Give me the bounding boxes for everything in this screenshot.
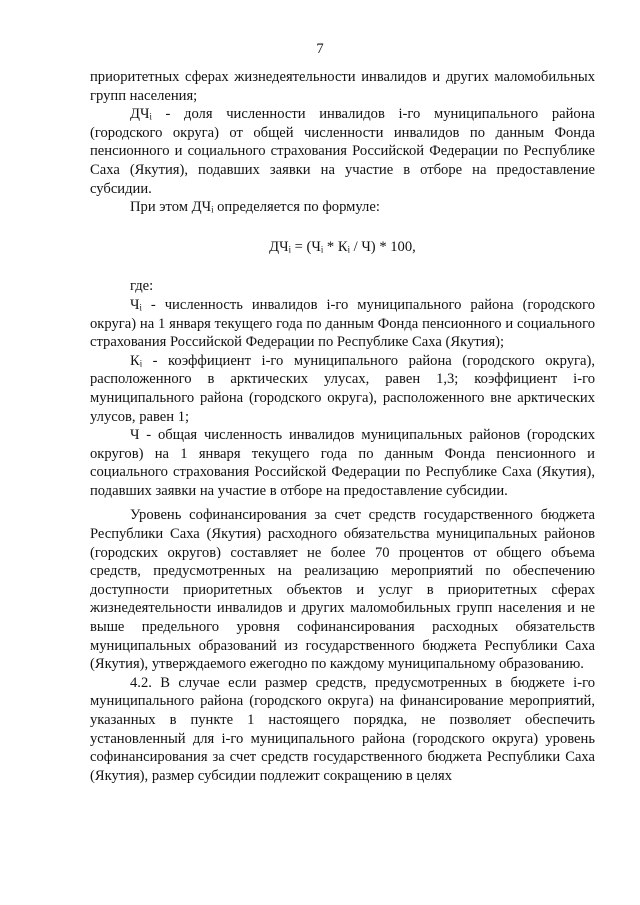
paragraph-where: где: — [130, 278, 154, 295]
paragraph-ch-definition: Ч - общая численность инвалидов муниципальных районов (городских округов) на 1 января текущего года по данным Фонда пенсионного и социального страхования Российской Федерации по Республике Саха (Якутия), подавших заявки на участие в отборе на предоставление субсидии. — [90, 427, 595, 499]
paragraph-k-i-definition: Кᵢ - коэффициент i-го муниципального района (городского округа), расположенного в арктических улусах, равен 1,3; коэффициент i-го муниципального района (городского округа), расположенного вне арктических улусов, равен 1; — [90, 352, 595, 425]
paragraph-ch-i-definition: Чᵢ - численность инвалидов i-го муниципального района (городского округа) на 1 января текущего года по данным Фонда пенсионного и социального страхования Российской Федерации по Республике Саха (Якутия); — [90, 296, 595, 351]
paragraph-priority-spheres: приоритетных сферах жизнедеятельности инвалидов и других маломобильных групп населения; — [90, 69, 595, 104]
page-number: 7 — [316, 41, 324, 57]
paragraph-dch-definition: ДЧᵢ - доля численности инвалидов i-го муниципального района (городского округа) от общей численности инвалидов по данным Фонда пенсионного и социального страхования Российской Федерации по Республике Саха (Якутия), подавших заявки на участие в отборе на предоставление субсидии. — [90, 106, 595, 197]
document-body — [90, 68, 595, 785]
formula: ДЧᵢ = (Чᵢ * Кᵢ / Ч) * 100, — [269, 238, 416, 255]
paragraph-cofinancing-level: Уровень софинансирования за счет средств государственного бюджета Республики Саха (Якутия) расходного обязательства муниципальных районов (городских округов) составляет не более 70 процентов от общего объема средств, предусмотренных на реализацию мероприятий по обеспечению доступности приоритетных объектов и услуг в приоритетных сферах жизнедеятельности инвалидов и других маломобильных групп населения и не выше предельного уровня софинансирования расходных обязательств муниципальных образований из государственного бюджета Республики Саха (Якутия), утверждаемого ежегодно по каждому муниципальному образованию. — [90, 507, 595, 673]
paragraph-formula-intro: При этом ДЧᵢ определяется по формуле: — [130, 199, 380, 216]
paragraph-4-2: 4.2. В случае если размер средств, предусмотренных в бюджете i-го муниципального района (городского округа) на финансирование мероприятий, указанных в пункте 1 настоящего порядка, не позволяет обеспечить установленный для i-го муниципального района (городского округа) уровень софинансирования за счет средств государственного бюджета Республики Саха (Якутия), размер субсидии подлежит сокращению в целях — [90, 674, 595, 784]
